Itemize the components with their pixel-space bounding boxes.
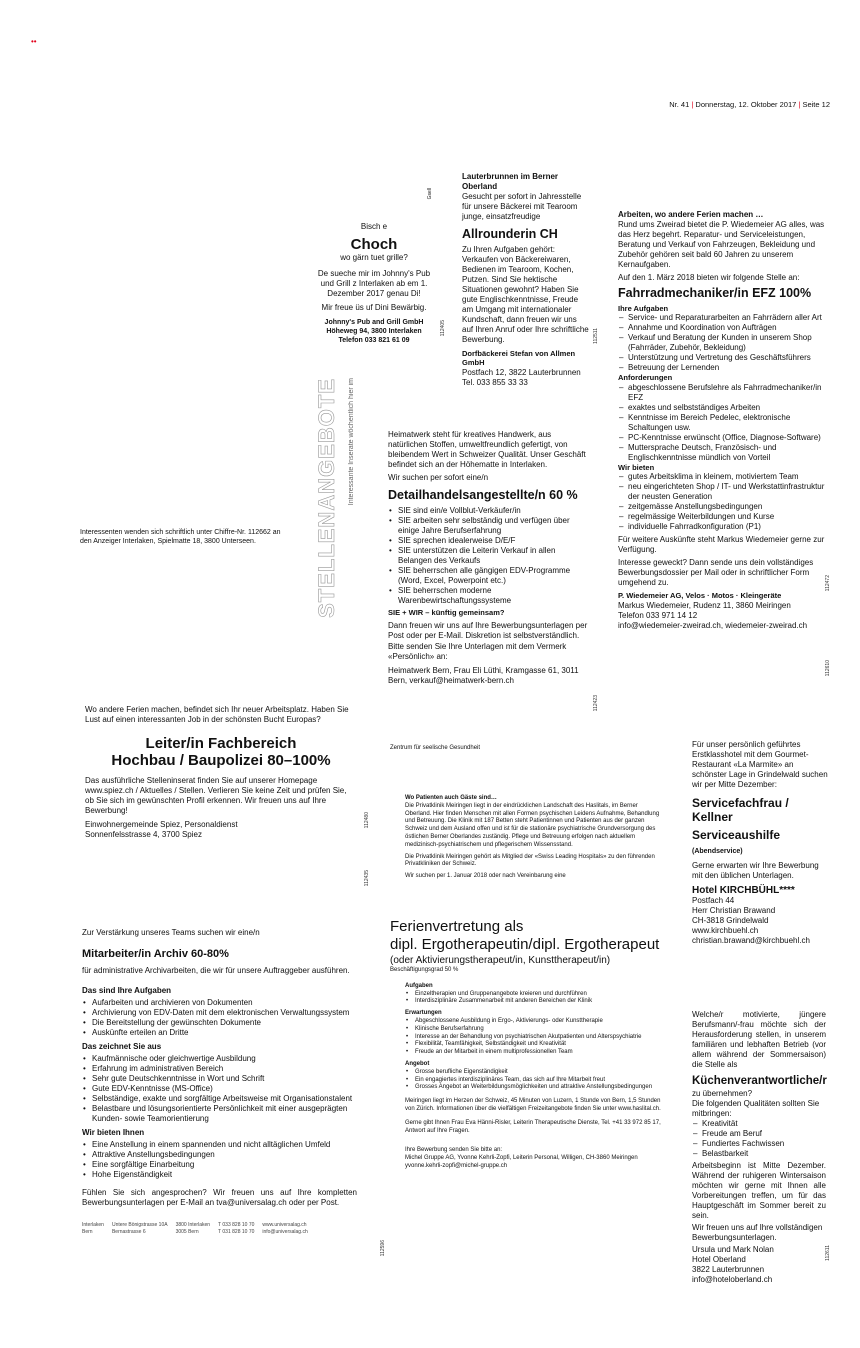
footer-column	[218, 1222, 254, 1235]
contact-line: info@hoteloberland.ch	[692, 1275, 773, 1284]
list-item: • Flexibilität, Teamfähigkeit, Selbständigkeit und Kreativität	[415, 1041, 662, 1049]
list-item: • Grosses Angebot an Weiterbildungsmöglichkeiten und attraktive Anstellungsbedingungen	[415, 1084, 662, 1092]
heimatwerk-address: Heimatwerk Bern, Frau Eli Lüthi, Kramgasse 61, 3011 Bern, verkauf@heimatwerk-bern.ch	[388, 666, 579, 686]
footer-column	[112, 1222, 168, 1235]
list-item: • Sehr gute Deutschkenntnisse in Wort und Schrift	[92, 1074, 357, 1084]
footer-line: www.universalag.ch	[262, 1222, 307, 1228]
ad-spiez	[85, 705, 357, 840]
meiringen-p8: yvonne.kehrli-zopfi@michel-gruppe.ch	[405, 1162, 508, 1169]
issue-number: Nr. 41	[669, 100, 690, 109]
meiringen-p5: Gerne gibt Ihnen Frau Eva Hänni-Risler, Leiterin Therapeutische Dienste, Tel. +41 33 972 85 17, Antwort auf Ihre Fragen.	[405, 1119, 661, 1134]
list-item: – Service- und Reparaturarbeiten an Fahrrädern aller Art	[628, 313, 826, 323]
universal-offer-list	[82, 1140, 357, 1180]
kirchbuehl-intro: Für unser persönlich geführtes Erstklasshotel mit dem Gourmet-Restaurant «La Marmite» an schönster Lage in Grindelwald suchen wir per Mitte Dezember:	[692, 740, 828, 789]
choch-company: Johnny's Pub and Grill GmbH	[324, 319, 424, 326]
footer-line: 3005 Bern	[175, 1228, 199, 1235]
oberland-heading: Die folgenden Qualitäten sollten Sie mitbringen:	[692, 1099, 820, 1118]
heimatwerk-title: Detailhandelsangestellte/n 60 %	[388, 488, 578, 502]
list-item: • Eine sorgfältige Einarbeitung	[92, 1160, 357, 1170]
fahrrad-h-tasks: Ihre Aufgaben	[618, 304, 669, 313]
kirchbuehl-title1: Servicefachfrau / Kellner	[692, 796, 789, 824]
list-item: • SIE beherrschen moderne Warenbewirtschaftungssysteme	[398, 586, 590, 606]
list-item: – gutes Arbeitsklima in kleinem, motiviertem Team	[628, 472, 826, 482]
list-item: – zeitgemässe Anstellungsbedingungen	[628, 502, 826, 512]
ad-code: 112610	[825, 660, 831, 677]
universal-h-reqs: Das zeichnet Sie aus	[82, 1042, 162, 1051]
list-item: • SIE unterstützen die Leiterin Verkauf in allen Belangen des Verkaufs	[398, 546, 590, 566]
list-item: • Freude an der Mitarbeit in einem multiprofessionellen Team	[415, 1049, 662, 1057]
oberland-question: zu übernehmen?	[692, 1089, 753, 1098]
meiringen-title1: Ferienvertretung als	[390, 918, 524, 935]
choch-text1: De sueche mir im Johnny's Pub und Grill z Interlaken ab em 1. Dezember 2017 genau Di!	[317, 269, 431, 298]
allrounder-company: Dorfbäckerei Stefan von Allmen GmbH	[462, 349, 576, 368]
oberland-contact	[692, 1245, 826, 1285]
fahrrad-h-offers: Wir bieten	[618, 462, 655, 472]
section-title-stellengesuche: Stellengesuche	[78, 175, 181, 191]
ad-code: 112435	[364, 870, 370, 887]
meiringen-p6: Ihre Bewerbung senden Sie bitte an:	[405, 1147, 503, 1154]
oberland-list	[692, 1119, 826, 1159]
oberland-text1: Arbeitsbeginn ist Mitte Dezember. Während der ruhigeren Wintersaison möchten wir gerne mit Ihnen alle Vorbereitungen treffen, um für das Hauptgeschäft im Sommer bereit zu sein.	[692, 1161, 826, 1220]
universal-h-offers: Wir bieten Ihnen	[82, 1128, 145, 1137]
allrounder-intro-bold: Lauterbrunnen im Berner Oberland	[462, 172, 559, 191]
contact-line: 3822 Lauterbrunnen	[692, 1265, 765, 1274]
list-item: • Eine Anstellung in einem spannenden und nicht alltäglichen Umfeld	[92, 1140, 357, 1150]
list-item: – Belastbarkeit	[702, 1149, 826, 1159]
list-item: – Kenntnisse im Bereich Pedelec, elektronische Schaltungen usw.	[628, 413, 826, 433]
ad-universalag	[82, 928, 357, 1235]
footer-column	[262, 1222, 307, 1235]
list-item: • Ein engagiertes interdisziplinäres Team, das sich auf Ihre Mitarbeit freut	[415, 1077, 662, 1085]
list-item: – Annahme und Koordination von Aufträgen	[628, 323, 826, 333]
ad-label-gsell: Gsell	[427, 188, 433, 200]
list-item: • Einzeltherapien und Gruppenangebote kreieren und durchführen	[415, 991, 662, 999]
oberland-text2: Wir freuen uns auf Ihre vollständigen Bewerbungsunterlagen.	[692, 1223, 823, 1242]
contact-line: www.kirchbuehl.ch	[692, 926, 759, 935]
meiringen-h-offers: Angebot	[405, 1060, 430, 1067]
ad-meiringen	[390, 918, 662, 1171]
list-item: • Selbständige, exakte und sorgfältige Arbeitsweise mit Organisationstalent	[92, 1094, 357, 1104]
meiringen-p2: Die Privatklinik Meiringen gehört als Mitglied der «Swiss Leading Hospitals» zu den führenden Privatkliniken der Schweiz.	[405, 853, 655, 868]
list-item: • Aufarbeiten und archivieren von Dokumenten	[92, 998, 357, 1008]
choch-line1: Bisch e	[360, 222, 388, 231]
meiringen-h-reqs: Erwartungen	[405, 1010, 442, 1017]
header-separator: |	[798, 100, 801, 109]
oberland-intro: Welche/r motivierte, jüngere Berufsmann/-frau möchte sich der Herausforderung stellen, in unserem familiären und lebhaften Betrieb (vor allem während der Sommersaison) die Stelle als	[692, 1010, 826, 1069]
corner-mark: ••	[31, 37, 37, 46]
list-item: – Betreuung der Lernenden	[628, 363, 826, 373]
universal-intro: Zur Verstärkung unseres Teams suchen wir eine/n	[82, 928, 260, 937]
heimatwerk-list	[388, 506, 590, 606]
list-item: • Hohe Eigenständigkeit	[92, 1170, 357, 1180]
ad-code: 112423	[593, 695, 599, 712]
meiringen-heading: Wo Patienten auch Gäste sind…	[405, 795, 497, 801]
spiez-title2: Hochbau / Baupolizei 80–100%	[111, 752, 331, 769]
fahrrad-h-reqs: Anforderungen	[618, 373, 673, 383]
contact-line: CH-3818 Grindelwald	[692, 916, 769, 925]
ad-code: 112472	[825, 575, 831, 592]
meiringen-req-list	[405, 1018, 662, 1057]
list-item: • Gute EDV-Kenntnisse (MS-Office)	[92, 1084, 357, 1094]
fahrrad-interest: Interesse geweckt? Dann sende uns dein vollständiges Bewerbungsdossier per Mail oder in schriftlicher Form umgehend zu.	[618, 558, 814, 588]
meiringen-p3: Wir suchen per 1. Januar 2018 oder nach Vereinbarung eine	[405, 873, 566, 880]
meiringen-offer-list	[405, 1069, 662, 1092]
spiez-address: Sonnenfelsstrasse 4, 3700 Spiez	[85, 830, 202, 839]
heimatwerk-text1: Dann freuen wir uns auf Ihre Bewerbungsunterlagen per Post oder per E-Mail. Diskretion ist selbstverständlich.	[388, 621, 588, 641]
allrounder-phone: Tel. 033 855 33 33	[462, 377, 528, 387]
contact-line: Ursula und Mark Nolan	[692, 1245, 774, 1254]
choch-title: Choch	[350, 236, 398, 253]
list-item: – Muttersprache Deutsch, Französisch- und Englischkenntnisse mündlich von Vorteil	[628, 443, 826, 463]
universal-title: Mitarbeiter/in Archiv 60-80%	[82, 948, 229, 960]
kirchbuehl-contact	[692, 896, 830, 946]
list-item: – Fundiertes Fachwissen	[702, 1139, 826, 1149]
meiringen-p1: Die Privatklinik Meiringen liegt in der eindrücklichen Landschaft des Haslitals, im Berner Oberland. Hier finden Menschen mit allen Formen psychischen Leidens Aufnahme, Behandlung und Betreuung. Die Klinik mit 187 Betten steht Patientinnen und Patienten aus der ganzen Schweiz und dem Ausland offen und ist für die stationäre psychiatrische Grundversorgung des östlichen Berner Oberlandes zuständig. Pflege und Betreuung erfolgen nach aktuellem medizinisch-psychiatrischem und pflegerischem Wissensstand.	[405, 802, 660, 848]
ad-code: 112480	[364, 812, 370, 829]
header-separator: |	[691, 100, 694, 109]
fahrrad-email: info@wiedemeier-zweirad.ch, wiedemeier-zweirad.ch	[618, 620, 808, 630]
ad-fahrradmechaniker	[618, 210, 826, 631]
choch-address: Höheweg 94, 3800 Interlaken	[326, 327, 422, 335]
fahrrad-company: P. Wiedemeier AG, Velos · Motos · Kleingeräte	[618, 591, 782, 601]
ad-code: 112611	[825, 1245, 831, 1261]
list-item: • Klinische Berufserfahrung	[415, 1026, 662, 1034]
contact-line: Hotel Oberland	[692, 1255, 746, 1264]
footer-column	[82, 1222, 104, 1235]
choch-phone: Telefon 033 821 61 09	[338, 336, 410, 344]
list-item: • Archivierung von EDV-Daten mit dem elektronischen Verwaltungssystem	[92, 1008, 357, 1018]
list-item: – neu eingerichteten Shop / IT- und Werkstattinfrastruktur der neusten Generation	[628, 482, 826, 502]
ad-choch	[312, 222, 436, 345]
list-item: • Grosse berufliche Eigenständigkeit	[415, 1069, 662, 1077]
list-item: • Auskünfte erteilen an Dritte	[92, 1028, 357, 1038]
contact-line: christian.brawand@kirchbuehl.ch	[692, 936, 810, 945]
list-item: – Kreativität	[702, 1119, 826, 1129]
fahrrad-offer-list	[618, 472, 826, 532]
contact-line: Herr Christian Brawand	[692, 906, 776, 915]
ad-kirchbuehl	[692, 740, 830, 946]
choch-line2: wo gärn tuet grille?	[340, 253, 408, 262]
list-item: • Belastbare und lösungsorientierte Persönlichkeit mit einer ausgeprägten Kunden- sowie Teamorientierung	[92, 1104, 357, 1124]
meiringen-task-list	[405, 991, 662, 1007]
footer-line: info@universalag.ch	[262, 1228, 308, 1235]
list-item: • Attraktive Anstellungsbedingungen	[92, 1150, 357, 1160]
promo-subtitle: Interessante Inserate wöchentlich hier im	[348, 378, 355, 506]
list-item: – PC-Kenntnisse erwünscht (Office, Diagnose-Software)	[628, 433, 826, 443]
list-item: • SIE beherrschen alle gängigen EDV-Programme (Word, Excel, Powerpoint etc.)	[398, 566, 590, 586]
meiringen-title3: (oder Aktivierungstherapeut/in, Kunsttherapeut/in)	[390, 955, 611, 966]
footer-line: Interlaken	[82, 1222, 104, 1228]
page-header	[669, 100, 830, 109]
heimatwerk-intro: Heimatwerk steht für kreatives Handwerk, aus natürlichen Stoffen, umweltfreundlich gefertigt, von bleibendem Wert in Schweizer Qualität. Unser Geschäft befindet sich an der Höhematte in Interlaken.	[388, 430, 586, 469]
footer-line: T 031 828 10 70	[218, 1228, 255, 1235]
meiringen-logo: Zentrum für seelische Gesundheit	[390, 745, 481, 751]
meiringen-p7: Michel Gruppe AG, Yvonne Kehrli-Zopfi, Leiterin Personal, Willigen, CH-3860 Meiringen	[405, 1155, 638, 1162]
section-title-stellenangebote: Stellenangebote	[78, 598, 187, 614]
spiez-intro: Wo andere Ferien machen, befindet sich Ihr neuer Arbeitsplatz. Haben Sie Lust auf einen interessanten Job in der schönsten Bucht Europas?	[85, 705, 349, 724]
choch-text2: Mir freue üs uf Dini Bewärbig.	[321, 303, 427, 312]
oberland-title: Küchenverantwortliche/r	[692, 1075, 827, 1087]
footer-line: Untere Bönigstrasse 10A	[111, 1222, 168, 1228]
fahrrad-req-list	[618, 383, 826, 463]
ad-code: 112405	[440, 320, 446, 337]
footer-line: 3800 Interlaken	[175, 1222, 211, 1228]
universal-closing: Fühlen Sie sich angesprochen? Wir freuen uns auf Ihre kompletten Bewerbungsunterlagen per E-Mail an tva@universalag.ch oder per Post.	[82, 1188, 357, 1207]
promo-stellenangebote: STELLENANGEBOTE	[314, 378, 339, 618]
list-item: – Freude am Beruf	[702, 1129, 826, 1139]
list-item: • Abgeschlossene Ausbildung in Ergo-, Aktivierungs- oder Kunsttherapie	[415, 1018, 662, 1026]
universal-task-list	[82, 998, 357, 1038]
issue-date: Donnerstag, 12. Oktober 2017	[695, 100, 797, 109]
list-item: • Die Bereitstellung der gewünschten Dokumente	[92, 1018, 357, 1028]
list-item: – regelmässige Weiterbildungen und Kurse	[628, 512, 826, 522]
meiringen-h-tasks: Aufgaben	[405, 982, 433, 989]
meiringen-title2: dipl. Ergotherapeutin/dipl. Ergotherapeut	[390, 936, 660, 953]
page-number: Seite 12	[802, 100, 830, 109]
universal-req-list	[82, 1054, 357, 1124]
footer-line: T 033 828 10 70	[218, 1222, 255, 1228]
list-item: – individuelle Fahrradkonfiguration (P1)	[628, 522, 826, 532]
ad-oberland	[692, 1010, 826, 1285]
list-item: • Interesse an der Behandlung von psychiatrischen Akutpatienten und Alterspsychiatrie	[415, 1034, 662, 1042]
ad-code: 112596	[380, 1240, 386, 1257]
footer-line: Bernastrasse 6	[111, 1228, 146, 1235]
section-title-stellenmarkt: Stellenmarkt	[78, 128, 223, 155]
fahrrad-address: Markus Wiedemeier, Rudenz 11, 3860 Meiringen	[618, 600, 791, 610]
meiringen-p4: Meiringen liegt im Herzen der Schweiz, 45 Minuten von Luzern, 1 Stunde von Bern, 1,5 Stunden von Zürich. Informationen über die vielfältigen Freizeitangebote finden Sie unter www.haslital.ch.	[405, 1098, 661, 1112]
list-item: – Unterstützung und Vertretung des Geschäftsführers	[628, 353, 826, 363]
list-item: • SIE sprechen idealerweise D/E/F	[398, 536, 590, 546]
universal-sub: für administrative Archivarbeiten, die wir für unsere Auftraggeber ausführen.	[82, 966, 350, 975]
fahrrad-intro-bold: Arbeiten, wo andere Ferien machen …	[618, 210, 764, 219]
fahrrad-phone: Telefon 033 971 14 12	[618, 610, 698, 620]
spiez-title1: Leiter/in Fachbereich	[145, 735, 297, 752]
spiez-company: Einwohnergemeinde Spiez, Personaldienst	[85, 820, 238, 829]
fahrrad-task-list	[618, 313, 826, 373]
meiringen-grade: Beschäftigungsgrad 50 %	[390, 967, 459, 973]
meiringen-intro	[405, 795, 660, 881]
allrounder-text: Zu Ihren Aufgaben gehört: Verkaufen von Bäckereiwaren, Bedienen im Tearoom, Kochen, Putzen. Sind Sie hektische Situationen gewohnt? Haben Sie gute Englischkenntnisse, Freude am Umgang mit internationaler Kundschaft, dann freuen wir uns auf Ihren Anruf oder Ihre schriftliche Bewerbung.	[462, 245, 589, 344]
allrounder-intro: Gesucht per sofort in Jahresstelle für unsere Bäckerei mit Tearoom junge, einsatzfreudige	[462, 192, 582, 221]
heimatwerk-together: SIE + WIR – künftig gemeinsam?	[388, 608, 505, 617]
heimatwerk-text2: Bitte senden Sie Ihre Unterlagen mit dem Vermerk «Persönlich» an:	[388, 642, 567, 662]
list-item: – exaktes und selbstständiges Arbeiten	[628, 403, 826, 413]
list-item: • Erfahrung im administrativen Bereich	[92, 1064, 357, 1074]
chiffre-notice: Interessenten wenden sich schriftlich unter Chiffre-Nr. 112662 an den Anzeiger Interlaken, Spielmatte 18, 3800 Unterseen.	[80, 529, 281, 546]
kirchbuehl-company: Hotel KIRCHBÜHL****	[692, 885, 795, 896]
kirchbuehl-title2: Serviceaushilfe	[692, 828, 781, 842]
ad-heimatwerk	[388, 430, 590, 686]
universal-h-tasks: Das sind Ihre Aufgaben	[82, 986, 172, 995]
kirchbuehl-text: Gerne erwarten wir Ihre Bewerbung mit den üblichen Unterlagen.	[692, 861, 819, 880]
kirchbuehl-title2-suffix: (Abendservice)	[692, 848, 743, 855]
list-item: • Interdisziplinäre Zusammenarbeit mit anderen Bereichen der Klinik	[415, 998, 662, 1006]
allrounder-title: Allrounderin CH	[462, 227, 558, 241]
fahrrad-intro: Rund ums Zweirad bietet die P. Wiedemeier AG alles, was das Herz begehrt. Reparatur- und Serviceleistungen, Beratung und Verkauf von Fahrzeugen, Bekleidung und Zubehör gehören seit bald 60 Jahren zu unserem Kernaufgaben.	[618, 220, 825, 269]
contact-line: Postfach 44	[692, 896, 735, 905]
ad-allrounderin	[462, 172, 590, 388]
list-item: • Kaufmännische oder gleichwertige Ausbildung	[92, 1054, 357, 1064]
ad-code: 112511	[593, 328, 599, 344]
universal-footer	[82, 1222, 357, 1235]
fahrrad-title: Fahrradmechaniker/in EFZ 100%	[618, 286, 812, 300]
heimatwerk-search: Wir suchen per sofort eine/n	[388, 473, 489, 482]
list-item: – abgeschlossene Berufslehre als Fahrradmechaniker/in EFZ	[628, 383, 826, 403]
footer-column	[176, 1222, 210, 1235]
list-item: • SIE arbeiten sehr selbständig und verfügen über einige Jahre Berufserfahrung	[398, 516, 590, 536]
list-item: • SIE sind ein/e Vollblut-Verkäufer/in	[398, 506, 590, 516]
list-item: – Verkauf und Beratung der Kunden in unserem Shop (Fahrräder, Zubehör, Bekleidung)	[628, 333, 826, 353]
footer-line: Bern	[82, 1228, 93, 1235]
allrounder-address: Postfach 12, 3822 Lauterbrunnen	[462, 367, 581, 377]
spiez-text: Das ausführliche Stelleninserat finden Sie auf unserer Homepage www.spiez.ch / Aktuelles / Stellen. Verlieren Sie keine Zeit und prüfen Sie, ob Sie sich im gewünschten Profil erkennen. Wir freuen uns auf Ihre Bewerbung!	[85, 776, 347, 815]
fahrrad-more: Für weitere Auskünfte steht Markus Wiedemeier gerne zur Verfügung.	[618, 535, 825, 555]
fahrrad-date-line: Auf den 1. März 2018 bieten wir folgende Stelle an:	[618, 273, 800, 282]
